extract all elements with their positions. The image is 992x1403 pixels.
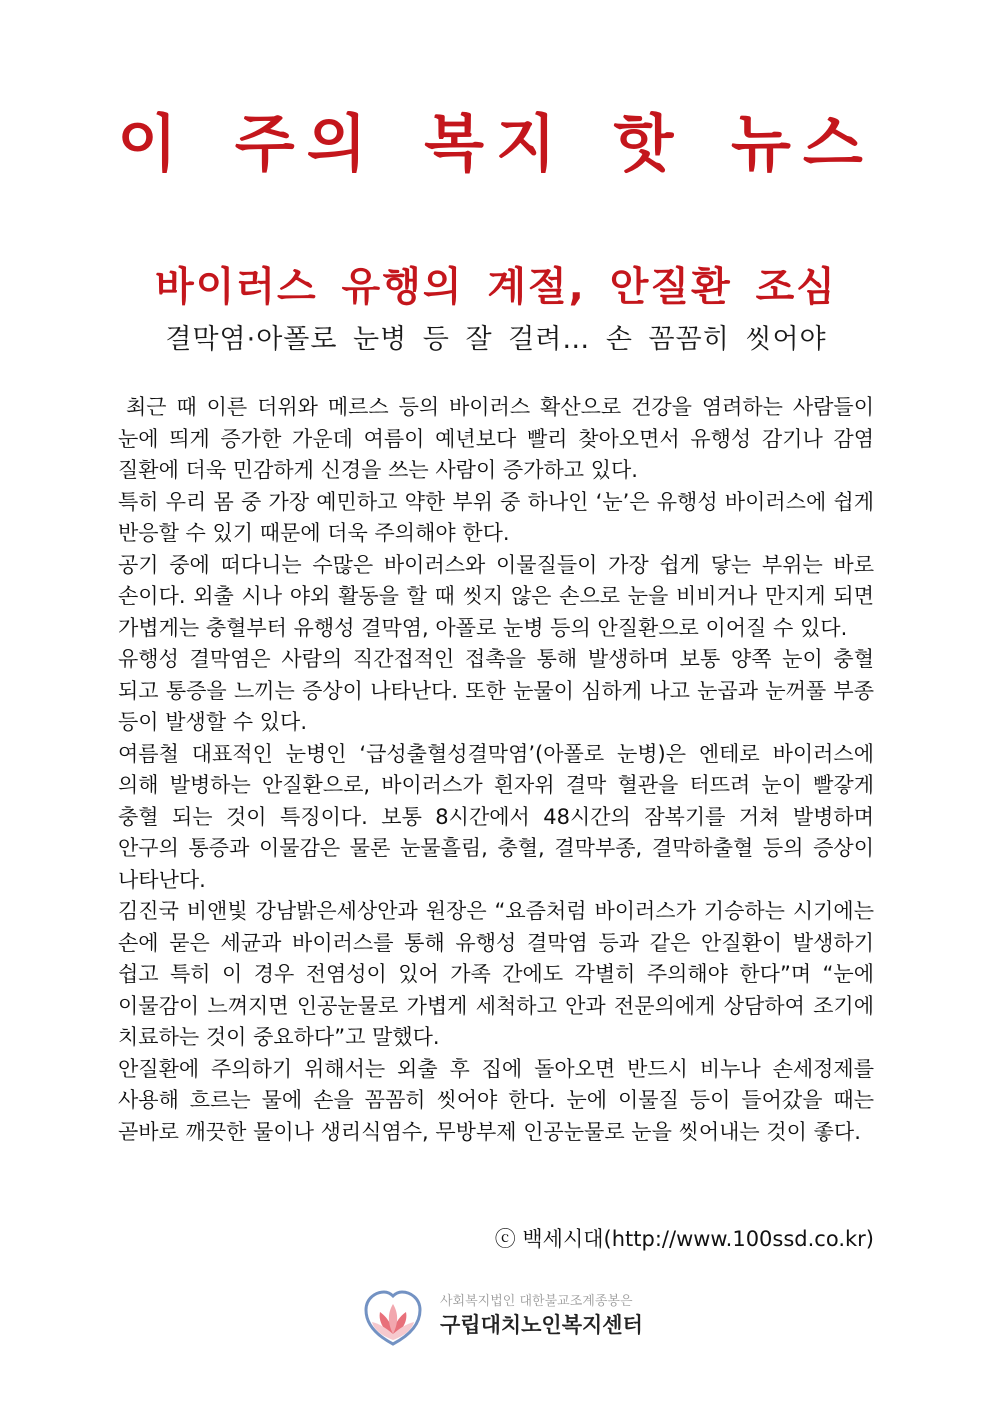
article-paragraph: 유행성 결막염은 사람의 직간접적인 접촉을 통해 발생하며 보통 양쪽 눈이 충혈 되고 통증을 느끼는 증상이 나타난다. 또한 눈물이 심하게 나고 눈곱과 눈꺼풀 부종 등이 발생할 수 있다. — [118, 647, 874, 734]
article-paragraph: 여름철 대표적인 눈병인 ‘급성출혈성결막염’(아폴로 눈병)은 엔테로 바이러스에 의해 발병하는 안질환으로, 바이러스가 흰자위 결막 혈관을 터뜨려 눈이 빨갛게 충혈 되는 것이 특징이다. 보통 8시간에서 48시간의 잠복기를 거쳐 발병하며 안구의 통증과 이물감은 물론 눈물흘림, 충혈, 결막부종, 결막하출혈 등의 증상이 나타난다. — [118, 741, 874, 892]
organization-subtitle: 사회복지법인 대한불교조계종봉은 — [440, 1294, 633, 1309]
organization-footer — [362, 1288, 642, 1348]
article-body — [118, 392, 874, 1148]
page-title: 이 주의 복지 핫 뉴스 — [117, 107, 875, 180]
article-paragraph: 특히 우리 몸 중 가장 예민하고 약한 부위 중 하나인 ‘눈’은 유행성 바이러스에 쉽게 반응할 수 있기 때문에 더욱 주의해야 한다. — [118, 489, 874, 545]
lotus-heart-logo-icon — [362, 1288, 424, 1348]
article-subheadline: 결막염·아폴로 눈병 등 잘 걸려… 손 꼼꼼히 씻어야 — [165, 324, 827, 355]
article-paragraph: 김진국 비앤빛 강남밝은세상안과 원장은 “요즘처럼 바이러스가 기승하는 시기에는 손에 묻은 세균과 바이러스를 통해 유행성 결막염 등과 같은 안질환이 발생하기 쉽고 특히 이 경우 전염성이 있어 가족 간에도 각별히 주의해야 한다”며 “눈에 이물감이 느껴지면 인공눈물로 가볍게 세척하고 안과 전문의에게 상담하여 조기에 치료하는 것이 중요하다”고 말했다. — [118, 899, 874, 1049]
article-credit: ⓒ 백세시대(http://www.100ssd.co.kr) — [494, 1227, 874, 1251]
organization-name: 구립대치노인복지센터 — [440, 1313, 643, 1337]
article-paragraph: 공기 중에 떠다니는 수많은 바이러스와 이물질들이 가장 쉽게 닿는 부위는 바로 손이다. 외출 시나 야외 활동을 할 때 씻지 않은 손으로 눈을 비비거나 만지게 되면 가볍게는 충혈부터 유행성 결막염, 아폴로 눈병 등의 안질환으로 이어질 수 있다. — [118, 552, 874, 640]
article-headline: 바이러스 유행의 계절, 안질환 조심 — [155, 264, 837, 310]
article-paragraph: 안질환에 주의하기 위해서는 외출 후 집에 돌아오면 반드시 비누나 손세정제를 사용해 흐르는 물에 손을 꼼꼼히 씻어야 한다. 눈에 이물질 등이 들어갔을 때는 곧바로 깨끗한 물이나 생리식염수, 무방부제 인공눈물로 눈을 씻어내는 것이 좋다. — [118, 1056, 874, 1144]
article-paragraph: 최근 때 이른 더위와 메르스 등의 바이러스 확산으로 건강을 염려하는 사람들이 눈에 띄게 증가한 가운데 여름이 예년보다 빨리 찾아오면서 유행성 감기나 감염 질환에 더욱 민감하게 신경을 쓰는 사람이 증가하고 있다. — [118, 395, 874, 482]
